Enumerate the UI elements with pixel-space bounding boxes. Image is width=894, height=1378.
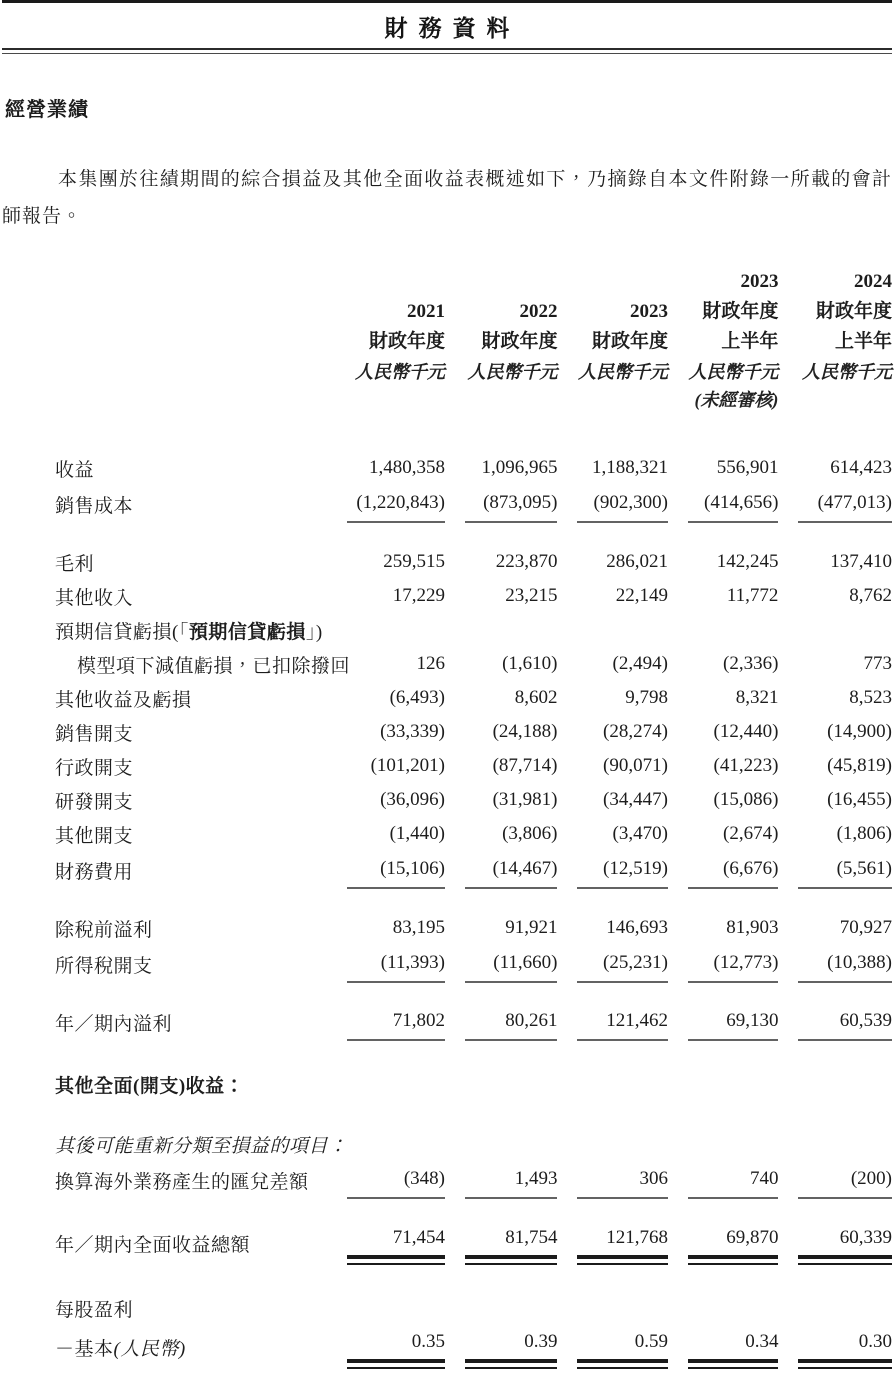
value-cell bbox=[445, 783, 558, 817]
value-cell bbox=[668, 613, 778, 647]
cell-value: 60,339 bbox=[798, 1227, 892, 1265]
cell-value: 81,903 bbox=[726, 917, 779, 938]
column-header-stack bbox=[557, 267, 667, 415]
value-cell bbox=[445, 681, 558, 715]
header-note bbox=[557, 387, 667, 415]
column-header-stack bbox=[345, 267, 445, 415]
cell-value: (33,339) bbox=[380, 721, 445, 742]
value-cell bbox=[778, 1291, 892, 1325]
cell-value: (873,095) bbox=[465, 492, 558, 523]
cell-value: 1,096,965 bbox=[481, 457, 558, 478]
value-cell bbox=[778, 1161, 892, 1199]
cell-value: 9,798 bbox=[625, 687, 668, 708]
header-line-empty bbox=[557, 267, 667, 297]
row-label: 除稅前溢利 bbox=[55, 919, 153, 941]
spacer-row bbox=[2, 523, 892, 545]
cell-value: 80,261 bbox=[465, 1010, 558, 1041]
table-row bbox=[2, 579, 892, 613]
header-line: 2023 bbox=[629, 301, 668, 322]
spacer-row bbox=[2, 889, 892, 911]
header-line-empty bbox=[445, 267, 558, 297]
value-cell bbox=[445, 579, 558, 613]
row-label: 年／期內溢利 bbox=[55, 1013, 173, 1035]
cell-value: 223,870 bbox=[495, 551, 558, 572]
table-row bbox=[2, 1221, 892, 1265]
header-line: 財政年度 bbox=[368, 331, 445, 352]
value-cell bbox=[668, 485, 778, 523]
spacer-cell bbox=[2, 1101, 892, 1127]
value-cell bbox=[778, 945, 892, 983]
cell-value: (31,981) bbox=[492, 789, 558, 810]
cell-value: 1,188,321 bbox=[591, 457, 668, 478]
cell-value: (14,467) bbox=[465, 858, 558, 889]
spacer-cell bbox=[2, 1199, 892, 1221]
table-row bbox=[2, 613, 892, 647]
value-cell bbox=[345, 485, 445, 523]
value-cell bbox=[557, 545, 667, 579]
value-cell bbox=[668, 851, 778, 889]
value-cell bbox=[778, 1067, 892, 1101]
cell-value: 137,410 bbox=[830, 551, 892, 572]
value-cell bbox=[778, 715, 892, 749]
header-unit: 人民幣千元 bbox=[802, 362, 892, 382]
cell-value: (11,660) bbox=[465, 952, 558, 983]
cell-value: 8,602 bbox=[514, 687, 558, 708]
cell-value: (902,300) bbox=[577, 492, 667, 523]
cell-value: 71,802 bbox=[347, 1010, 445, 1041]
cell-value: (41,223) bbox=[713, 755, 779, 776]
value-cell bbox=[778, 851, 892, 889]
cell-value: 1,493 bbox=[465, 1168, 558, 1199]
value-cell bbox=[557, 579, 667, 613]
column-header-stack bbox=[778, 267, 892, 415]
header-line: 財政年度 bbox=[815, 301, 892, 322]
column-header-4 bbox=[668, 267, 778, 415]
value-cell bbox=[778, 485, 892, 523]
value-cell bbox=[668, 579, 778, 613]
cell-value: 69,130 bbox=[688, 1010, 778, 1041]
value-cell bbox=[668, 945, 778, 983]
value-cell bbox=[345, 783, 445, 817]
table-row bbox=[2, 485, 892, 523]
cell-value: 126 bbox=[416, 653, 445, 674]
cell-value: (5,561) bbox=[798, 858, 892, 889]
cell-value: (2,674) bbox=[723, 823, 779, 844]
spacer-cell bbox=[2, 1041, 892, 1067]
value-cell bbox=[445, 647, 558, 681]
value-cell bbox=[345, 545, 445, 579]
cell-value: 91,921 bbox=[505, 917, 558, 938]
cell-value: 286,021 bbox=[606, 551, 668, 572]
value-cell bbox=[345, 1221, 445, 1265]
value-cell bbox=[345, 945, 445, 983]
cell-value: (1,440) bbox=[389, 823, 445, 844]
value-cell bbox=[557, 851, 667, 889]
header-line: 上半年 bbox=[834, 331, 892, 352]
table-row bbox=[2, 749, 892, 783]
value-cell bbox=[445, 1221, 558, 1265]
value-cell bbox=[668, 817, 778, 851]
value-cell bbox=[345, 1325, 445, 1369]
cell-value: 8,762 bbox=[849, 585, 892, 606]
header-line: 2023 bbox=[740, 271, 779, 292]
spacer-row bbox=[2, 1041, 892, 1067]
table-row bbox=[2, 681, 892, 715]
value-cell bbox=[445, 817, 558, 851]
value-cell bbox=[557, 817, 667, 851]
value-cell bbox=[778, 579, 892, 613]
cell-value: (1,220,843) bbox=[347, 492, 445, 523]
value-cell bbox=[445, 1003, 558, 1041]
cell-value: (28,274) bbox=[603, 721, 668, 742]
cell-value: (11,393) bbox=[347, 952, 445, 983]
cell-value: 8,321 bbox=[735, 687, 779, 708]
cell-value: 306 bbox=[577, 1168, 667, 1199]
cell-value: 0.35 bbox=[347, 1331, 445, 1369]
label-segment: 預期信貸虧損 bbox=[188, 621, 306, 643]
value-cell bbox=[668, 715, 778, 749]
table-row bbox=[2, 1325, 892, 1369]
cell-value: 121,462 bbox=[577, 1010, 667, 1041]
table-row bbox=[2, 783, 892, 817]
header-unit: 人民幣千元 bbox=[354, 362, 445, 382]
value-cell bbox=[668, 451, 778, 485]
value-cell bbox=[668, 1325, 778, 1369]
row-label: 年／期內全面收益總額 bbox=[55, 1234, 251, 1256]
value-cell bbox=[557, 613, 667, 647]
value-cell bbox=[557, 451, 667, 485]
label-segment: 」) bbox=[305, 621, 323, 643]
value-cell bbox=[668, 1067, 778, 1101]
value-cell bbox=[345, 817, 445, 851]
header-row bbox=[2, 267, 892, 415]
cell-value: 71,454 bbox=[347, 1227, 445, 1265]
cell-value: (414,656) bbox=[688, 492, 778, 523]
spacer-cell bbox=[2, 1265, 892, 1291]
value-cell bbox=[445, 945, 558, 983]
value-cell bbox=[778, 451, 892, 485]
column-header-stack bbox=[445, 267, 558, 415]
value-cell bbox=[345, 1161, 445, 1199]
row-label: 其後可能重新分類至損益的項目： bbox=[55, 1135, 348, 1157]
value-cell bbox=[778, 1003, 892, 1041]
spacer-row bbox=[2, 983, 892, 1003]
spacer-cell bbox=[2, 415, 892, 451]
header-line: 2022 bbox=[519, 301, 558, 322]
value-cell bbox=[557, 1221, 667, 1265]
row-label bbox=[2, 613, 345, 647]
value-cell bbox=[778, 1127, 892, 1161]
cell-value: 8,523 bbox=[849, 687, 892, 708]
value-cell bbox=[345, 647, 445, 681]
value-cell bbox=[345, 1291, 445, 1325]
value-cell bbox=[557, 1067, 667, 1101]
column-header-stack bbox=[668, 267, 778, 415]
cell-value: (10,388) bbox=[798, 952, 892, 983]
value-cell bbox=[778, 613, 892, 647]
row-label: 毛利 bbox=[55, 553, 95, 575]
cell-value: (101,201) bbox=[370, 755, 445, 776]
table-body bbox=[2, 415, 892, 1369]
value-cell bbox=[778, 911, 892, 945]
cell-value: (6,493) bbox=[389, 687, 445, 708]
column-header-1 bbox=[345, 267, 445, 415]
cell-value: 1,480,358 bbox=[368, 457, 445, 478]
spacer-cell bbox=[2, 889, 892, 911]
cell-value: 81,754 bbox=[465, 1227, 558, 1265]
cell-value: (87,714) bbox=[492, 755, 558, 776]
value-cell bbox=[778, 783, 892, 817]
value-cell bbox=[345, 451, 445, 485]
value-cell bbox=[557, 749, 667, 783]
header-double-rule bbox=[2, 48, 892, 54]
cell-value: 22,149 bbox=[615, 585, 668, 606]
cell-value: 23,215 bbox=[505, 585, 558, 606]
table-row bbox=[2, 647, 892, 681]
cell-value: 773 bbox=[863, 653, 892, 674]
value-cell bbox=[778, 1221, 892, 1265]
row-label: 所得稅開支 bbox=[55, 955, 153, 977]
value-cell bbox=[345, 613, 445, 647]
value-cell bbox=[445, 1325, 558, 1369]
page-header bbox=[2, 0, 892, 48]
header-note bbox=[345, 387, 445, 415]
row-label: 其他收益及虧損 bbox=[55, 689, 192, 711]
value-cell bbox=[345, 911, 445, 945]
cell-value: (12,519) bbox=[577, 858, 667, 889]
cell-value: (200) bbox=[798, 1168, 892, 1199]
value-cell bbox=[345, 851, 445, 889]
cell-value: 0.30 bbox=[798, 1331, 892, 1369]
cell-value: (1,806) bbox=[836, 823, 892, 844]
table-row bbox=[2, 1067, 892, 1101]
table-header bbox=[2, 267, 892, 415]
value-cell bbox=[778, 545, 892, 579]
value-cell bbox=[668, 1221, 778, 1265]
header-note bbox=[778, 387, 892, 415]
cell-value: 259,515 bbox=[383, 551, 445, 572]
row-label: 其他收入 bbox=[55, 587, 134, 609]
value-cell bbox=[445, 1161, 558, 1199]
page-title: 財務資料 bbox=[384, 16, 521, 41]
spacer-cell bbox=[2, 523, 892, 545]
value-cell bbox=[778, 647, 892, 681]
value-cell bbox=[445, 715, 558, 749]
cell-value: (36,096) bbox=[380, 789, 445, 810]
cell-value: 60,539 bbox=[798, 1010, 892, 1041]
table-row bbox=[2, 1003, 892, 1041]
header-line: 2021 bbox=[406, 301, 445, 322]
row-label: 行政開支 bbox=[55, 757, 134, 779]
header-unit: 人民幣千元 bbox=[577, 362, 668, 382]
cell-value: 11,772 bbox=[726, 585, 779, 606]
value-cell bbox=[445, 1127, 558, 1161]
value-cell bbox=[668, 749, 778, 783]
spacer-row bbox=[2, 1265, 892, 1291]
value-cell bbox=[778, 681, 892, 715]
cell-value: (25,231) bbox=[577, 952, 667, 983]
value-cell bbox=[445, 1291, 558, 1325]
cell-value: (14,900) bbox=[827, 721, 892, 742]
header-unit: 人民幣千元 bbox=[467, 362, 558, 382]
row-label bbox=[2, 1325, 345, 1369]
table-row bbox=[2, 1161, 892, 1199]
cell-value: (12,440) bbox=[713, 721, 779, 742]
cell-value: (24,188) bbox=[492, 721, 558, 742]
row-label: 模型項下減值虧損，已扣除撥回 bbox=[77, 655, 351, 677]
table-row bbox=[2, 817, 892, 851]
cell-value: 0.59 bbox=[577, 1331, 667, 1369]
header-line-empty bbox=[345, 267, 445, 297]
value-cell bbox=[345, 1067, 445, 1101]
cell-value: (1,610) bbox=[502, 653, 558, 674]
spacer-cell bbox=[2, 983, 892, 1003]
value-cell bbox=[557, 945, 667, 983]
cell-value: 121,768 bbox=[577, 1227, 667, 1265]
value-cell bbox=[445, 613, 558, 647]
value-cell bbox=[445, 545, 558, 579]
value-cell bbox=[345, 681, 445, 715]
cell-value: (16,455) bbox=[827, 789, 892, 810]
intro-paragraph: 本集團於往績期間的綜合損益及其他全面收益表概述如下，乃摘錄自本文件附錄一所載的會計師報告。 bbox=[2, 169, 892, 227]
label-segment: －基本 bbox=[55, 1338, 114, 1360]
cell-value: 614,423 bbox=[830, 457, 892, 478]
table-row bbox=[2, 1127, 892, 1161]
label-segment: 預期信貸虧損(「 bbox=[55, 621, 189, 643]
row-label: 銷售開支 bbox=[55, 723, 134, 745]
value-cell bbox=[557, 1161, 667, 1199]
row-label: 財務費用 bbox=[55, 861, 134, 883]
header-unit: 人民幣千元 bbox=[688, 362, 779, 382]
value-cell bbox=[668, 681, 778, 715]
cell-value: 146,693 bbox=[606, 917, 668, 938]
spacer-row bbox=[2, 1199, 892, 1221]
header-line: 2024 bbox=[854, 271, 892, 292]
cell-value: (90,071) bbox=[603, 755, 668, 776]
value-cell bbox=[668, 545, 778, 579]
cell-value: 83,195 bbox=[392, 917, 445, 938]
financial-table bbox=[2, 267, 892, 1369]
table-row bbox=[2, 851, 892, 889]
header-line: 財政年度 bbox=[481, 331, 558, 352]
value-cell bbox=[557, 1325, 667, 1369]
value-cell bbox=[345, 579, 445, 613]
cell-value: 740 bbox=[688, 1168, 778, 1199]
value-cell bbox=[345, 1003, 445, 1041]
value-cell bbox=[345, 1127, 445, 1161]
cell-value: 70,927 bbox=[839, 917, 892, 938]
spacer-row bbox=[2, 415, 892, 451]
cell-value: (34,447) bbox=[603, 789, 668, 810]
header-line: 財政年度 bbox=[702, 301, 779, 322]
value-cell bbox=[557, 783, 667, 817]
cell-value: (15,086) bbox=[713, 789, 779, 810]
value-cell bbox=[557, 1003, 667, 1041]
cell-value: 0.34 bbox=[688, 1331, 778, 1369]
header-note: (未經審核) bbox=[694, 390, 779, 410]
value-cell bbox=[668, 1003, 778, 1041]
value-cell bbox=[445, 749, 558, 783]
value-cell bbox=[668, 1127, 778, 1161]
cell-value: (2,336) bbox=[723, 653, 779, 674]
value-cell bbox=[445, 485, 558, 523]
header-note bbox=[445, 387, 558, 415]
table-row bbox=[2, 1291, 892, 1325]
value-cell bbox=[557, 1127, 667, 1161]
cell-value: 0.39 bbox=[465, 1331, 558, 1369]
value-cell bbox=[445, 911, 558, 945]
value-cell bbox=[557, 485, 667, 523]
value-cell bbox=[345, 749, 445, 783]
value-cell bbox=[668, 1291, 778, 1325]
value-cell bbox=[557, 911, 667, 945]
row-label: 銷售成本 bbox=[55, 495, 134, 517]
value-cell bbox=[557, 681, 667, 715]
cell-value: 69,870 bbox=[688, 1227, 778, 1265]
spacer-row bbox=[2, 1101, 892, 1127]
value-cell bbox=[668, 647, 778, 681]
value-cell bbox=[445, 451, 558, 485]
row-label: 每股盈利 bbox=[55, 1299, 134, 1321]
table-row bbox=[2, 911, 892, 945]
header-label-spacer bbox=[2, 267, 345, 415]
row-label: 研發開支 bbox=[55, 791, 134, 813]
table-row bbox=[2, 945, 892, 983]
value-cell bbox=[445, 1067, 558, 1101]
column-header-3 bbox=[557, 267, 667, 415]
column-header-5 bbox=[778, 267, 892, 415]
value-cell bbox=[557, 715, 667, 749]
cell-value: 142,245 bbox=[716, 551, 779, 572]
value-cell bbox=[445, 851, 558, 889]
value-cell bbox=[668, 783, 778, 817]
cell-value: (3,806) bbox=[502, 823, 558, 844]
cell-value: 17,229 bbox=[392, 585, 445, 606]
table-row bbox=[2, 451, 892, 485]
cell-value: (12,773) bbox=[688, 952, 778, 983]
cell-value: (477,013) bbox=[798, 492, 892, 523]
table-row bbox=[2, 715, 892, 749]
table-row bbox=[2, 545, 892, 579]
value-cell bbox=[778, 1325, 892, 1369]
row-label: 收益 bbox=[55, 459, 95, 481]
header-line: 上半年 bbox=[721, 331, 779, 352]
cell-value: 556,901 bbox=[716, 457, 779, 478]
column-header-2 bbox=[445, 267, 558, 415]
section-heading: 經營業績 bbox=[5, 99, 89, 121]
value-cell bbox=[557, 1291, 667, 1325]
cell-value: (6,676) bbox=[688, 858, 778, 889]
value-cell bbox=[778, 817, 892, 851]
value-cell bbox=[557, 647, 667, 681]
row-label: 換算海外業務產生的匯兌差額 bbox=[55, 1171, 309, 1193]
cell-value: (45,819) bbox=[827, 755, 892, 776]
value-cell bbox=[345, 715, 445, 749]
cell-value: (15,106) bbox=[347, 858, 445, 889]
value-cell bbox=[778, 749, 892, 783]
cell-value: (2,494) bbox=[612, 653, 668, 674]
header-line: 財政年度 bbox=[591, 331, 668, 352]
label-segment: (人民幣) bbox=[113, 1338, 186, 1360]
row-label: 其他全面(開支)收益： bbox=[55, 1075, 245, 1097]
row-label: 其他開支 bbox=[55, 825, 134, 847]
value-cell bbox=[668, 911, 778, 945]
value-cell bbox=[668, 1161, 778, 1199]
cell-value: (348) bbox=[347, 1168, 445, 1199]
cell-value: (3,470) bbox=[612, 823, 668, 844]
